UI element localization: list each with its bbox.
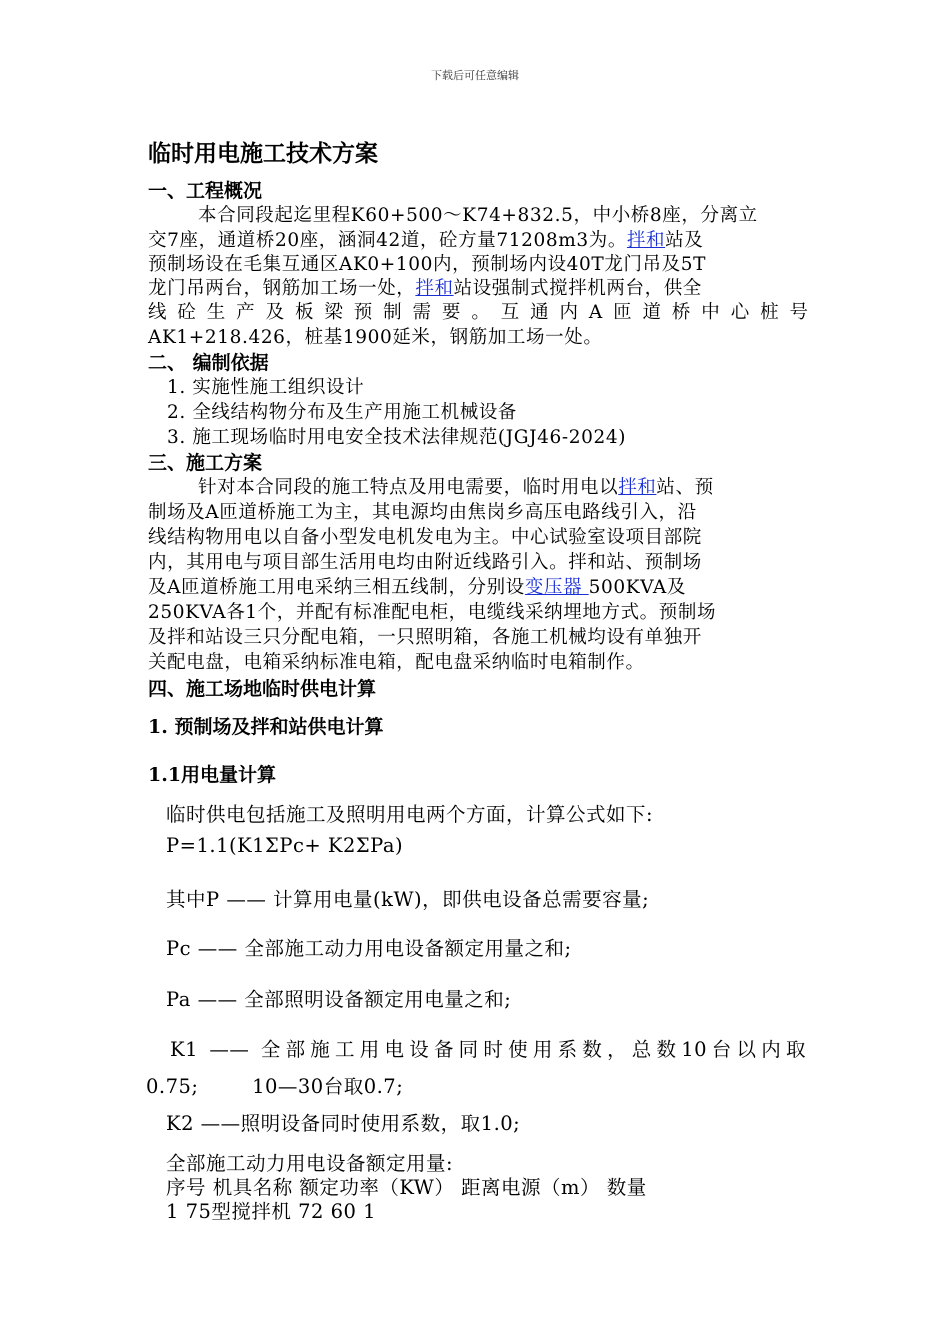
s3-line-6: 250KVA各1个，并配有标准配电柜，电缆线采纳埋地方式。预制场: [148, 602, 717, 623]
s1-line-2-text-b: 站及: [665, 230, 704, 251]
s3-line-1: [198, 473, 714, 499]
page-title: 临时用电施工技术方案: [148, 140, 378, 167]
header-note: 下载后可任意编辑: [431, 69, 519, 82]
s1-line-4: [148, 274, 702, 300]
def-k1-continued: 0.75; 10—30台取0.7;: [146, 1075, 404, 1098]
equipment-table-header: 序号 机具名称 额定功率（KW） 距离电源（m） 数量: [166, 1176, 647, 1199]
equipment-heading: 全部施工动力用电设备额定用量:: [166, 1152, 454, 1175]
s1-link-banhe-2[interactable]: 拌和: [415, 278, 454, 299]
s1-line-5: 线砼生产及板梁预制需要。互通内A匝道桥中心桩号: [148, 302, 808, 323]
equipment-table-row: 1 75型搅拌机 72 60 1: [166, 1200, 377, 1223]
s3-line-5-text-a: 及A匝道桥施工用电采纳三相五线制，分别设: [148, 577, 525, 598]
s3-line-8: 关配电盘，电箱采纳标准电箱，配电盘采纳临时电箱制作。: [148, 652, 645, 673]
s3-line-1-text-b: 站、预: [656, 477, 714, 498]
subsection-1-heading: 1. 预制场及拌和站供电计算: [148, 716, 384, 738]
s1-line-2: [148, 226, 703, 252]
def-pa: Pa —— 全部照明设备额定用电量之和;: [166, 988, 512, 1011]
s1-link-banhe-1[interactable]: 拌和: [626, 230, 666, 251]
s3-link-banhe[interactable]: 拌和: [618, 477, 657, 498]
s1-line-6: AK1+218.426，桩基1900延米，钢筋加工场一处。: [148, 327, 603, 348]
s3-line-2: 制场及A匝道桥施工为主，其电源均由焦岗乡高压电路线引入，沿: [148, 502, 697, 523]
section-4-heading: 四、施工场地临时供电计算: [148, 678, 377, 700]
s1-line-4-text-b: 站设强制式搅拌机两台，供全: [453, 278, 702, 299]
s3-link-transformer[interactable]: 变压器: [524, 577, 589, 598]
s3-line-3: 线结构物用电以自备小型发电机发电为主。中心试验室设项目部院: [148, 527, 702, 548]
s2-item-1: 1. 实施性施工组织设计: [167, 377, 365, 398]
def-k1: K1 —— 全部施工用电设备同时使用系数，总数10台以内取: [170, 1038, 806, 1061]
s1-line-1: 本合同段起迄里程K60+500～K74+832.5，中小桥8座，分离立: [198, 205, 758, 226]
def-pc: Pc —— 全部施工动力用电设备额定用量之和;: [166, 937, 572, 960]
s1-line-2-text-a: 交7座，通道桥20座，涵洞42道，砼方量71208m3为。: [148, 230, 627, 251]
s2-item-3: 3. 施工现场临时用电安全技术法律规范(JGJ46-2024): [167, 427, 627, 448]
calc-formula: P=1.1(K1ΣPc+ K2ΣPa): [166, 834, 404, 857]
s3-line-4: 内，其用电与项目部生活用电均由附近线路引入。拌和站、预制场: [148, 552, 702, 573]
def-k2: K2 ——照明设备同时使用系数，取1.0;: [166, 1112, 521, 1135]
subsection-1-1-heading: 1.1用电量计算: [148, 764, 277, 786]
s3-line-5: [148, 573, 686, 599]
calc-intro: 临时供电包括施工及照明用电两个方面，计算公式如下:: [166, 803, 654, 826]
section-1-heading: 一、工程概况: [148, 180, 263, 202]
def-p: 其中P —— 计算用电量(kW)，即供电设备总需要容量;: [166, 888, 650, 911]
s1-line-3: 预制场设在毛集互通区AK0+100内，预制场内设40T龙门吊及5T: [148, 254, 707, 275]
section-3-heading: 三、施工方案: [148, 452, 263, 474]
s3-line-7: 及拌和站设三只分配电箱，一只照明箱，各施工机械均设有单独开: [148, 627, 702, 648]
s1-line-4-text-a: 龙门吊两台，钢筋加工场一处，: [148, 278, 416, 299]
s3-line-5-text-b: 500KVA及: [588, 577, 686, 598]
s2-item-2: 2. 全线结构物分布及生产用施工机械设备: [167, 402, 518, 423]
section-2-heading: 二、 编制依据: [148, 352, 269, 374]
s3-line-1-text-a: 针对本合同段的施工特点及用电需要，临时用电以: [198, 477, 619, 498]
